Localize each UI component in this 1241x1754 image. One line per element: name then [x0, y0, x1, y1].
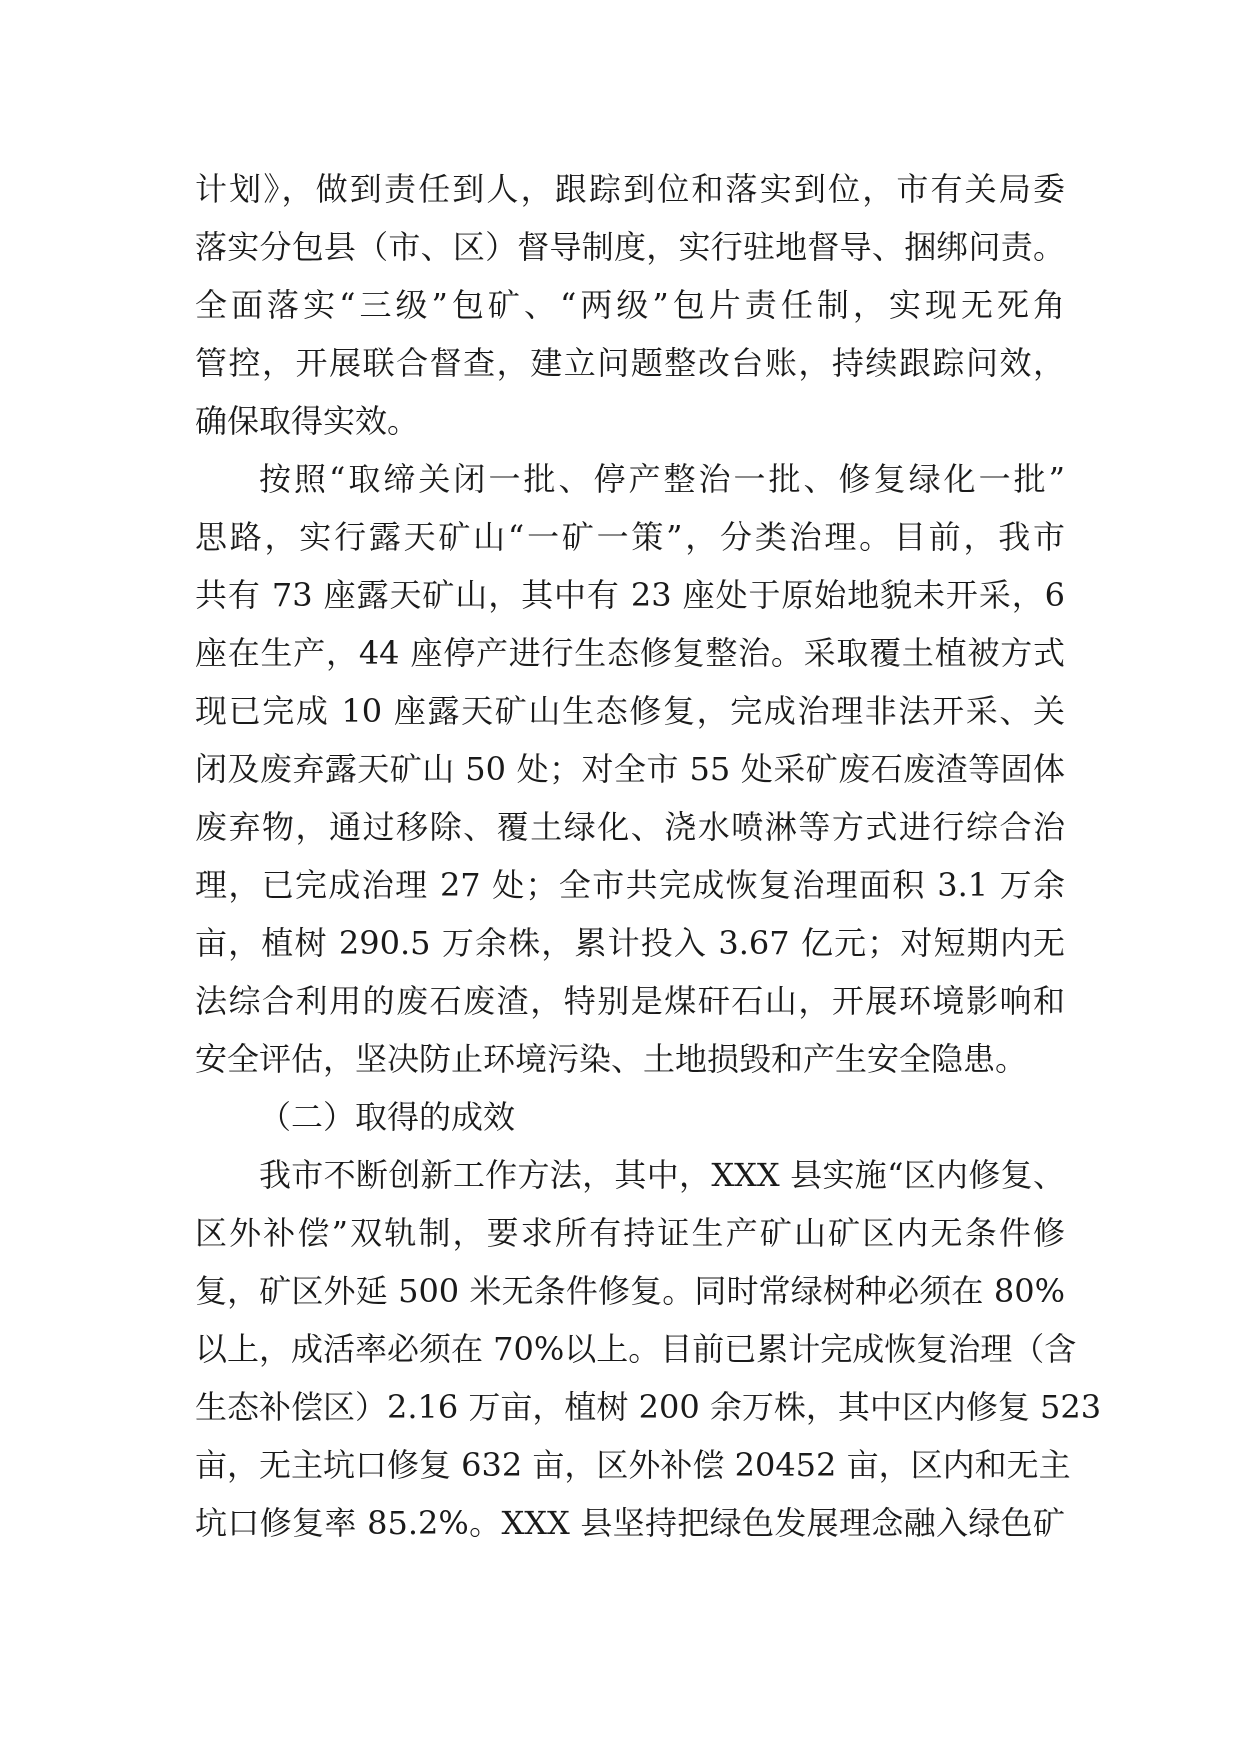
text-line: 现已完成 10 座露天矿山生态修复，完成治理非法开采、关: [195, 692, 1065, 730]
text-line: 以上，成活率必须在 70%以上。目前已累计完成恢复治理（含: [195, 1330, 1077, 1368]
section-heading: （二）取得的成效: [259, 1098, 516, 1136]
text-line: 管控，开展联合督查，建立问题整改台账，持续跟踪问效，: [195, 344, 1065, 382]
text-line: 区外补偿”双轨制，要求所有持证生产矿山矿区内无条件修: [195, 1214, 1065, 1252]
text-line: 亩，植树 290.5 万余株，累计投入 3.67 亿元；对短期内无: [195, 924, 1065, 962]
text-line: 复，矿区外延 500 米无条件修复。同时常绿树种必须在 80%: [195, 1272, 1065, 1310]
text-line: 共有 73 座露天矿山，其中有 23 座处于原始地貌未开采，6: [195, 576, 1065, 614]
text-line: 计划》，做到责任到人，跟踪到位和落实到位，市有关局委: [195, 170, 1065, 208]
text-line: 理，已完成治理 27 处；全市共完成恢复治理面积 3.1 万余: [195, 866, 1065, 904]
text-line: 确保取得实效。: [195, 402, 420, 440]
text-line: 亩，无主坑口修复 632 亩，区外补偿 20452 亩，区内和无主: [195, 1446, 1071, 1484]
text-line: 按照“取缔关闭一批、停产整治一批、修复绿化一批”: [259, 460, 1065, 498]
text-line: 坑口修复率 85.2%。XXX 县坚持把绿色发展理念融入绿色矿: [195, 1504, 1065, 1542]
text-line: 生态补偿区）2.16 万亩，植树 200 余万株，其中区内修复 523: [195, 1388, 1102, 1426]
text-line: 思路，实行露天矿山“一矿一策”，分类治理。目前，我市: [195, 518, 1065, 556]
text-line: 安全评估，坚决防止环境污染、土地损毁和产生安全隐患。: [195, 1040, 1028, 1078]
text-line: 落实分包县（市、区）督导制度，实行驻地督导、捆绑问责。: [195, 228, 1065, 266]
text-line: 法综合利用的废石废渣，特别是煤矸石山，开展环境影响和: [195, 982, 1065, 1020]
text-line: 座在生产，44 座停产进行生态修复整治。采取覆土植被方式: [195, 634, 1065, 672]
text-line: 废弃物，通过移除、覆土绿化、浇水喷淋等方式进行综合治: [195, 808, 1065, 846]
text-line: 我市不断创新工作方法，其中，XXX 县实施“区内修复、: [259, 1156, 1065, 1194]
text-line: 闭及废弃露天矿山 50 处；对全市 55 处采矿废石废渣等固体: [195, 750, 1065, 788]
body-text: [195, 160, 1102, 1552]
text-line: 全面落实“三级”包矿、“两级”包片责任制，实现无死角: [195, 286, 1065, 324]
